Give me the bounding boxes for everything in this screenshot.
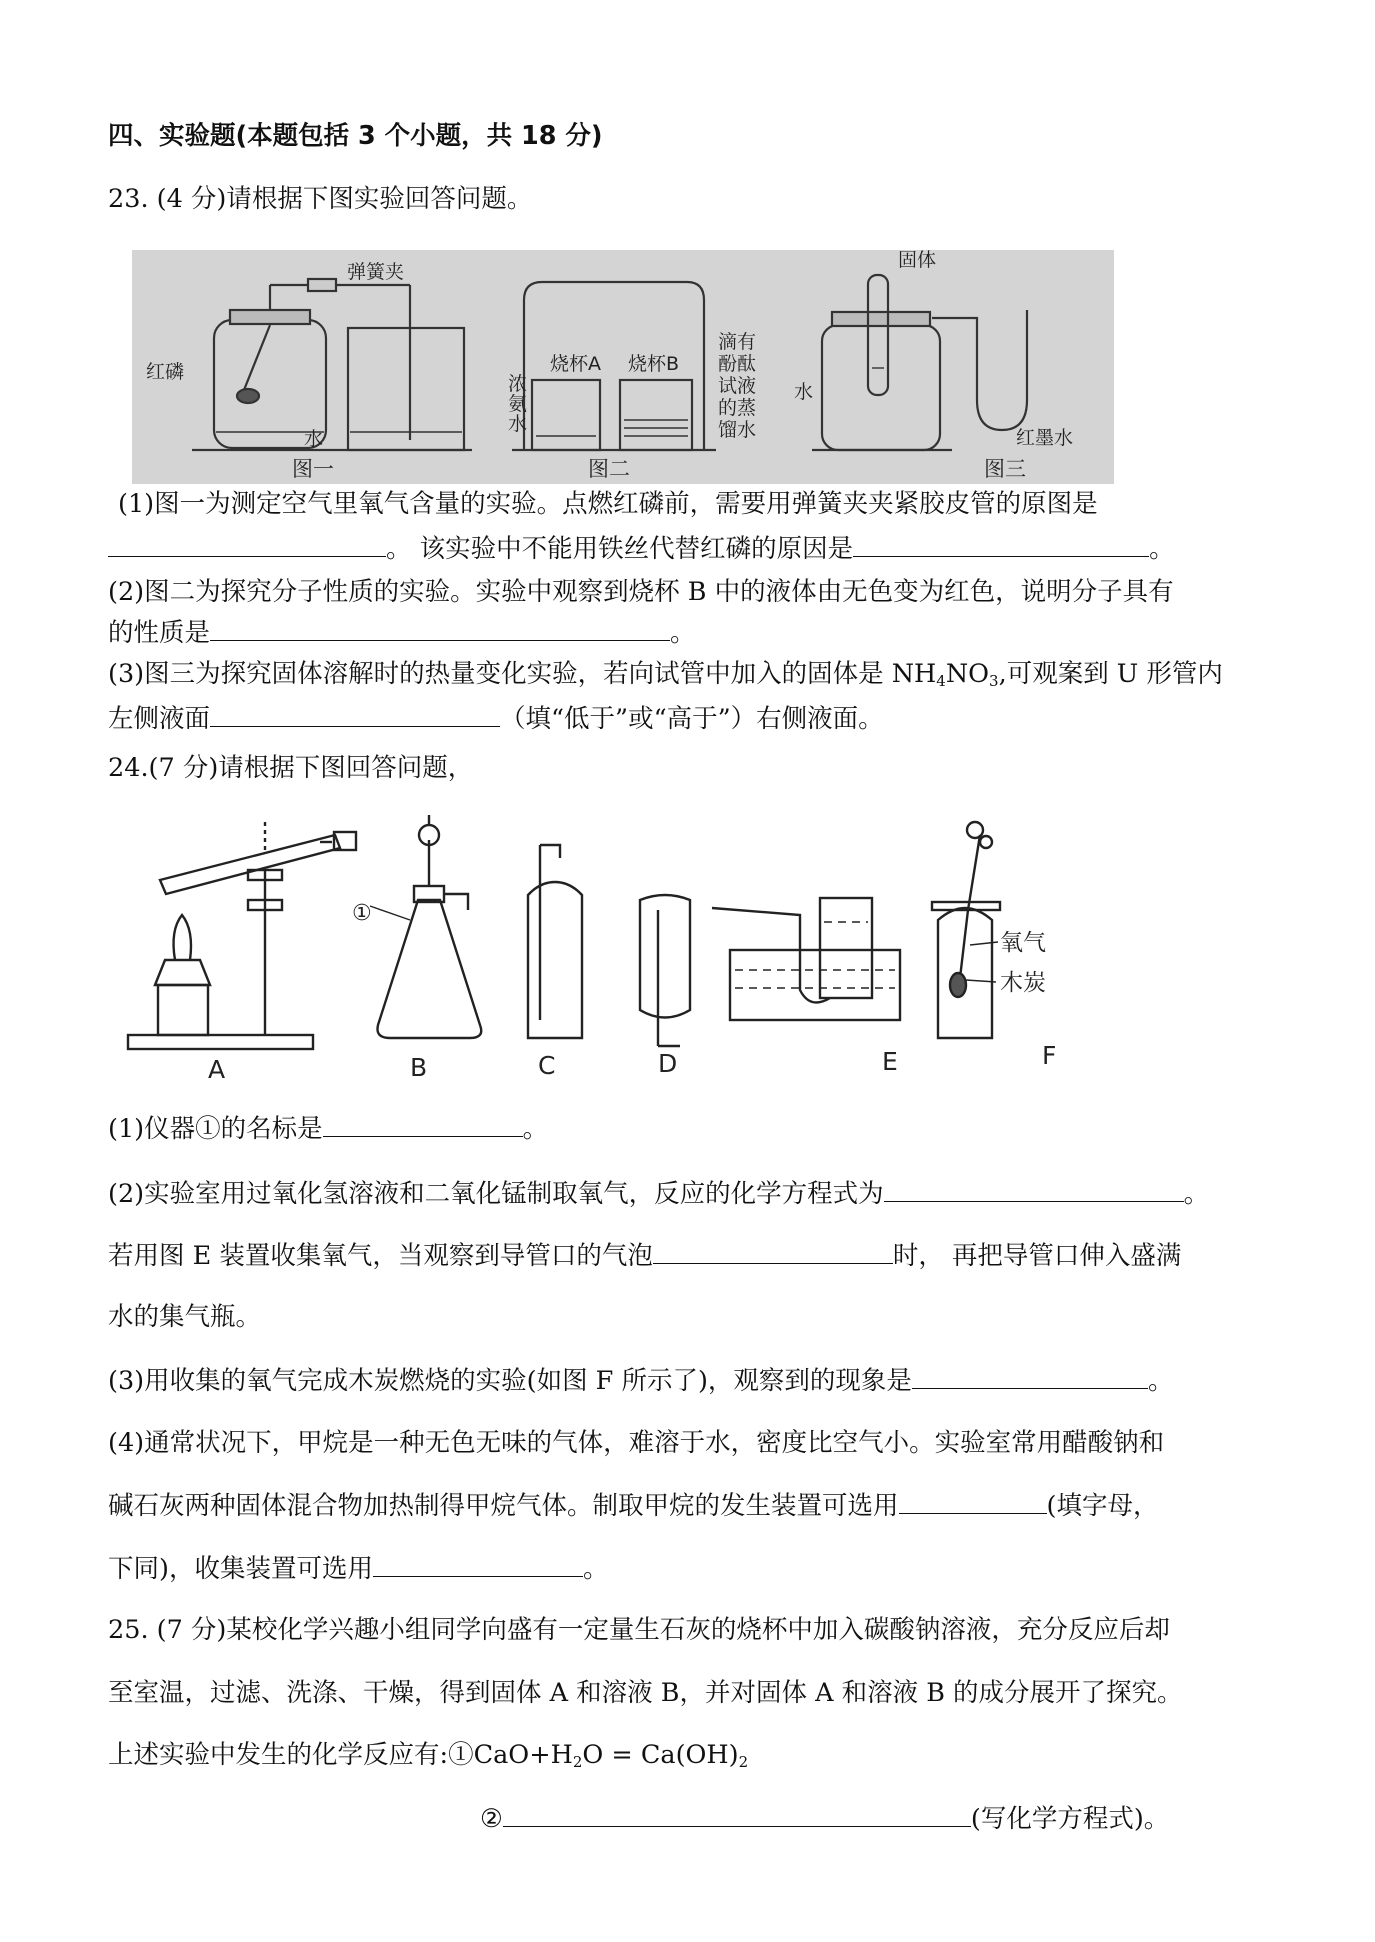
- cap-c: C: [538, 1051, 556, 1080]
- app-a-base: [128, 1035, 313, 1049]
- section-title: 四、实验题(本题包括 3 个小题，共 18 分): [108, 121, 603, 151]
- q24-p4-line1: (4)通常状况下，甲烷是一种无色无味的气体，难溶于水，密度比空气小。实验室常用醋酸钠和: [108, 1428, 1165, 1458]
- label-phenol-5: 馏水: [718, 419, 757, 441]
- label-ammonia-2: 氨: [508, 393, 528, 415]
- app-a-lamp: [158, 985, 208, 1035]
- answer-blank-23-3[interactable]: [210, 700, 500, 727]
- q25-p3: 上述实验中发生的化学反应有$:①CaO+H_2O = Ca(OH)_2$: [108, 1740, 749, 1771]
- label-beaker-a: 烧杯A: [550, 353, 601, 375]
- q23-stem: 23. (4 分)请根据下图实验回答问题。: [108, 184, 533, 214]
- q23-p2-line1: (2)图二为探究分子性质的实验。实验中观察到烧杯 B 中的液体由无色变为红色，说明分子具有: [108, 577, 1174, 607]
- q25-p2: 至室温，过滤、洗涤、干燥，得到固体 A 和溶液 B，并对固体 A 和溶液 B 的成分展开了探究。: [108, 1678, 1183, 1708]
- charcoal: [950, 973, 966, 997]
- cap-a: A: [208, 1055, 226, 1084]
- label-circle-1: ①: [352, 901, 372, 926]
- q23-p3-line2: 左侧液面 （填“低于”或“高于”）右侧液面。: [108, 700, 884, 737]
- q24-figure: [120, 810, 1210, 1090]
- q24-p2-line1: (2)实验室用过氧化氢溶液和二氧化锰制取氧气，反应的化学方程式为 。: [108, 1175, 1209, 1212]
- cap-b: B: [410, 1053, 428, 1082]
- app-e-bottle: [820, 898, 872, 998]
- label-ammonia-3: 水: [508, 413, 528, 435]
- q23-p1-line2: 。 该实验中不能用铁丝代替红磷的原因是 。: [108, 530, 1175, 567]
- label-red-ink: 红墨水: [1016, 427, 1074, 449]
- cap-f: F: [1042, 1041, 1057, 1070]
- label-phenol-2: 酚酞: [718, 353, 757, 375]
- app-b-flask: [378, 900, 482, 1038]
- app-e-trough: [730, 950, 900, 1020]
- answer-blank-24-4a[interactable]: [899, 1487, 1047, 1514]
- q24-stem: 24.(7 分)请根据下图回答问题，: [108, 753, 474, 783]
- label-charcoal: 木炭: [1000, 970, 1046, 996]
- label-oxygen: 氧气: [1000, 930, 1046, 956]
- q24-p3: (3)用收集的氧气完成木炭燃烧的实验(如图 F 所示了)，观察到的现象是 。: [108, 1362, 1173, 1399]
- q25-p4: ② (写化学方程式)。: [480, 1800, 1169, 1837]
- label-spring-clip: 弹簧夹: [347, 261, 405, 283]
- q24-p4-line2: 碱石灰两种固体混合物加热制得甲烷气体。制取甲烷的发生装置可选用 (填字母，: [108, 1487, 1158, 1524]
- answer-blank-23-1b[interactable]: [853, 530, 1149, 557]
- label-phenol-4: 的蒸: [718, 397, 757, 419]
- q24-p2-line3: 水的集气瓶。: [108, 1302, 262, 1332]
- q23-p2-line2: 的性质是 。: [108, 614, 696, 651]
- spring-clip: [308, 279, 336, 291]
- label-red-phosphorus: 红磷: [146, 361, 185, 383]
- answer-blank-24-1[interactable]: [323, 1110, 523, 1137]
- answer-blank-24-4b[interactable]: [373, 1550, 583, 1577]
- answer-blank-24-2a[interactable]: [884, 1175, 1184, 1202]
- q24-p4-line3: 下同)，收集装置可选用 。: [108, 1550, 608, 1587]
- app-c-bottle: [528, 882, 582, 1038]
- label-solid: 固体: [898, 250, 937, 271]
- cap-e: E: [882, 1047, 898, 1076]
- label-water-1: 水: [304, 428, 324, 450]
- caption-fig3: 图三: [984, 457, 1026, 481]
- app-d-bottle: [640, 895, 690, 1018]
- label-beaker-b: 烧杯B: [628, 353, 680, 375]
- q23-p1-line1: (1)图一为测定空气里氧气含量的实验。点燃红磷前，需要用弹簧夹夹紧胶皮管的原图是: [118, 489, 1098, 519]
- label-water-3: 水: [794, 381, 814, 403]
- answer-blank-23-1a[interactable]: [108, 530, 386, 557]
- label-phenol-1: 滴有: [718, 331, 757, 353]
- label-ammonia-1: 浓: [508, 373, 528, 395]
- q23-p3-line1: (3)图三为探究固体溶解时的热量变化实验，若向试管中加入的固体是 $NH_4NO_3$,可观案到 U 形管内: [108, 659, 1223, 690]
- answer-blank-25-2[interactable]: [503, 1800, 971, 1827]
- caption-fig2: 图二: [588, 457, 630, 481]
- q24-p1: (1)仪器①的名标是 。: [108, 1110, 548, 1147]
- label-phenol-3: 试液: [718, 375, 757, 397]
- caption-fig1: 图一: [292, 457, 334, 481]
- answer-blank-23-2[interactable]: [210, 614, 670, 641]
- cap-d: D: [658, 1049, 678, 1078]
- q25-p1: 25. (7 分)某校化学兴趣小组同学向盛有一定量生石灰的烧杯中加入碳酸钠溶液，充分反应后却: [108, 1615, 1170, 1645]
- answer-blank-24-2b[interactable]: [653, 1237, 893, 1264]
- answer-blank-24-3[interactable]: [912, 1362, 1148, 1389]
- q23-figure: [132, 250, 1114, 484]
- q24-p2-line2: 若用图 E 装置收集氧气，当观察到导管口的气泡 时， 再把导管口伸入盛满: [108, 1237, 1181, 1274]
- app-a-tube: [160, 835, 340, 894]
